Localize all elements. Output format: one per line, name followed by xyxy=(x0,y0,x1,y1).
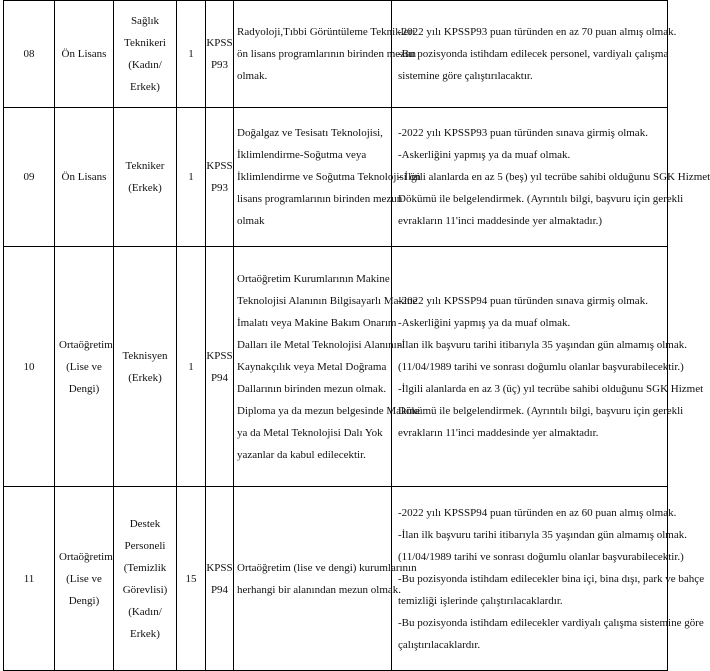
qualification-line: olmak. xyxy=(237,70,268,82)
kpss-score-type-line: KPSS xyxy=(206,349,233,362)
conditions-line: Dökümü ile belgelendirmek. (Ayrıntılı bilgi, başvuru için gerekli xyxy=(398,404,684,417)
position-count-text: 15 xyxy=(185,572,197,585)
position-title-line: Destek xyxy=(129,517,161,530)
qualification-line: Doğalgaz ve Tesisatı Teknolojisi, xyxy=(237,127,383,139)
table-row xyxy=(4,487,668,671)
position-title xyxy=(114,1,177,108)
kpss-score-type-line: P93 xyxy=(210,59,229,71)
kpss-score-type-line: KPSS xyxy=(206,160,233,172)
row-number-text: 09 xyxy=(23,171,35,183)
kpss-score-type xyxy=(206,1,234,108)
conditions-line: çalıştırılacaklardır. xyxy=(398,638,481,651)
table-row xyxy=(4,108,668,247)
qualification-line: Diploma ya da mezun belgesinde Makine xyxy=(237,404,420,417)
kpss-score-type-line: P93 xyxy=(210,182,229,194)
position-count xyxy=(177,247,206,487)
qualification-line: lisans programlarının birinden mezun xyxy=(237,193,403,205)
education-level-line: Ön Lisans xyxy=(61,171,107,183)
position-title-line: Teknisyen xyxy=(122,349,168,362)
conditions-line: sistemine göre çalıştırılacaktır. xyxy=(398,70,533,82)
conditions-line: -Bu pozisyonda istihdam edilecekler vardiyalı çalışma sistemine göre xyxy=(398,616,704,629)
qualification-line: İklimlendirme ve Soğutma Teknolojisi ön xyxy=(237,171,421,183)
position-title-line: (Erkek) xyxy=(128,371,162,384)
qualification-line: Ortaöğretim (lise ve dengi) kurumlarının xyxy=(237,561,417,574)
conditions-line: evrakların 11'inci maddesinde yer almaktadır.) xyxy=(398,215,603,227)
qualification-line: olmak xyxy=(237,215,265,227)
position-count xyxy=(177,487,206,671)
conditions-line: (11/04/1989 tarihi ve sonrası doğumlu olanlar başvurabilecektir.) xyxy=(398,550,684,563)
qualification-line: ya da Metal Teknolojisi Dalı Yok xyxy=(237,426,383,439)
row-number xyxy=(4,1,55,108)
table-row xyxy=(4,1,668,108)
qualification-line: Kaynakçılık veya Metal Doğrama xyxy=(237,360,387,373)
qualification-line: İklimlendirme-Soğutma veya xyxy=(237,149,367,161)
qualification-line: yazanlar da kabul edilecektir. xyxy=(237,448,366,461)
education-level-line: Ön Lisans xyxy=(61,48,107,60)
conditions-line: evrakların 11'inci maddesinde yer almaktadır. xyxy=(398,426,599,439)
conditions-line: -2022 yılı KPSSP94 puan türünden sınava girmiş olmak. xyxy=(398,294,648,307)
position-title-line: Teknikeri xyxy=(124,37,166,49)
qualification xyxy=(234,247,420,487)
education-level xyxy=(55,487,114,671)
conditions-line: - İlgili alanlarda en az 5 (beş) yıl tecrübe sahibi olduğunu SGK Hizmet xyxy=(398,171,710,183)
position-title-line: (Temizlik xyxy=(123,561,167,574)
position-title-line: Personeli xyxy=(124,539,166,552)
positions-table-body xyxy=(4,1,710,671)
conditions-line: -Askerliğini yapmış ya da muaf olmak. xyxy=(398,149,571,161)
position-title-line: Görevlisi) xyxy=(122,583,168,596)
kpss-score-type xyxy=(206,247,234,487)
education-level-line: (Lise ve xyxy=(66,572,102,585)
education-level-line: Dengi) xyxy=(68,594,100,607)
education-level xyxy=(55,247,114,487)
education-level-line: Ortaöğretim xyxy=(59,338,113,351)
row-number-text: 10 xyxy=(23,360,35,373)
position-title-line: (Erkek) xyxy=(128,182,162,194)
kpss-score-type-line: KPSS xyxy=(206,561,233,574)
qualification-line: Teknolojisi Alanının Bilgisayarlı Makine xyxy=(237,294,418,307)
qualification-line: ön lisans programlarının birinden mezun xyxy=(237,48,417,60)
education-level xyxy=(55,108,114,247)
row-number xyxy=(4,487,55,671)
conditions-line: Dökümü ile belgelendirmek. (Ayrıntılı bilgi, başvuru için gerekli xyxy=(398,193,684,205)
position-title xyxy=(114,247,177,487)
conditions-line: -Askerliğini yapmış ya da muaf olmak. xyxy=(398,316,571,329)
conditions xyxy=(392,247,704,487)
conditions xyxy=(392,108,710,247)
position-title-line: Erkek) xyxy=(130,81,160,93)
conditions-line: -İlgili alanlarda en az 3 (üç) yıl tecrübe sahibi olduğunu SGK Hizmet xyxy=(398,382,704,395)
education-level-line: Dengi) xyxy=(68,382,100,395)
row-number xyxy=(4,247,55,487)
position-title xyxy=(114,487,177,671)
qualification-line: Ortaöğretim Kurumlarının Makine xyxy=(237,272,390,285)
conditions-line: (11/04/1989 tarihi ve sonrası doğumlu olanlar başvurabilecektir.) xyxy=(398,360,684,373)
position-title-line: Erkek) xyxy=(130,627,160,640)
qualification xyxy=(234,108,421,247)
qualification-line: herhangi bir alanından mezun olmak. xyxy=(237,583,402,596)
conditions xyxy=(392,1,677,108)
kpss-score-type-line: P94 xyxy=(210,583,229,596)
position-title-line: Sağlık xyxy=(130,15,160,27)
positions-table xyxy=(3,0,710,671)
table-row xyxy=(4,247,668,487)
education-level xyxy=(55,1,114,108)
kpss-score-type xyxy=(206,487,234,671)
qualification xyxy=(234,487,417,671)
conditions xyxy=(392,487,705,671)
row-number-text: 11 xyxy=(23,572,35,585)
qualification-line: Dalları ile Metal Teknolojisi Alanının xyxy=(237,338,403,351)
position-count-text: 1 xyxy=(188,48,194,60)
qualification-line: Radyoloji,Tıbbi Görüntüleme Teknikleri xyxy=(237,26,416,38)
position-title-line: (Kadın/ xyxy=(128,59,162,71)
position-count-text: 1 xyxy=(188,360,194,373)
qualification xyxy=(234,1,417,108)
education-level-line: (Lise ve xyxy=(66,360,102,373)
conditions-line: temizliği işlerinde çalıştırılacaklardır. xyxy=(398,594,563,607)
qualification-line: Dallarının birinden mezun olmak. xyxy=(237,382,387,395)
position-title xyxy=(114,108,177,247)
conditions-line: -İlan ilk başvuru tarihi itibarıyla 35 yaşından gün almamış olmak. xyxy=(398,338,687,351)
position-title-line: (Kadın/ xyxy=(128,605,162,618)
kpss-score-type xyxy=(206,108,234,247)
conditions-line: -2022 yılı KPSSP93 puan türünden sınava girmiş olmak. xyxy=(398,127,648,139)
qualification-line: İmalatı veya Makine Bakım Onarım xyxy=(237,316,397,329)
row-number xyxy=(4,108,55,247)
position-title-line: Tekniker xyxy=(125,160,165,172)
conditions-line: -Bu pozisyonda istihdam edilecek personel, vardiyalı çalışma xyxy=(398,48,669,60)
position-count-text: 1 xyxy=(188,171,194,183)
conditions-line: -Bu pozisyonda istihdam edilecekler bina içi, bina dışı, park ve bahçe xyxy=(398,572,705,585)
kpss-score-type-line: P94 xyxy=(210,371,229,384)
row-number-text: 08 xyxy=(23,48,35,60)
position-count xyxy=(177,108,206,247)
education-level-line: Ortaöğretim xyxy=(59,550,113,563)
conditions-line: -2022 yılı KPSSP94 puan türünden en az 60 puan almış olmak. xyxy=(398,506,677,519)
conditions-line: -2022 yılı KPSSP93 puan türünden en az 70 puan almış olmak. xyxy=(398,26,677,38)
conditions-line: -İlan ilk başvuru tarihi itibarıyla 35 yaşından gün almamış olmak. xyxy=(398,528,687,541)
kpss-score-type-line: KPSS xyxy=(206,37,233,49)
position-count xyxy=(177,1,206,108)
